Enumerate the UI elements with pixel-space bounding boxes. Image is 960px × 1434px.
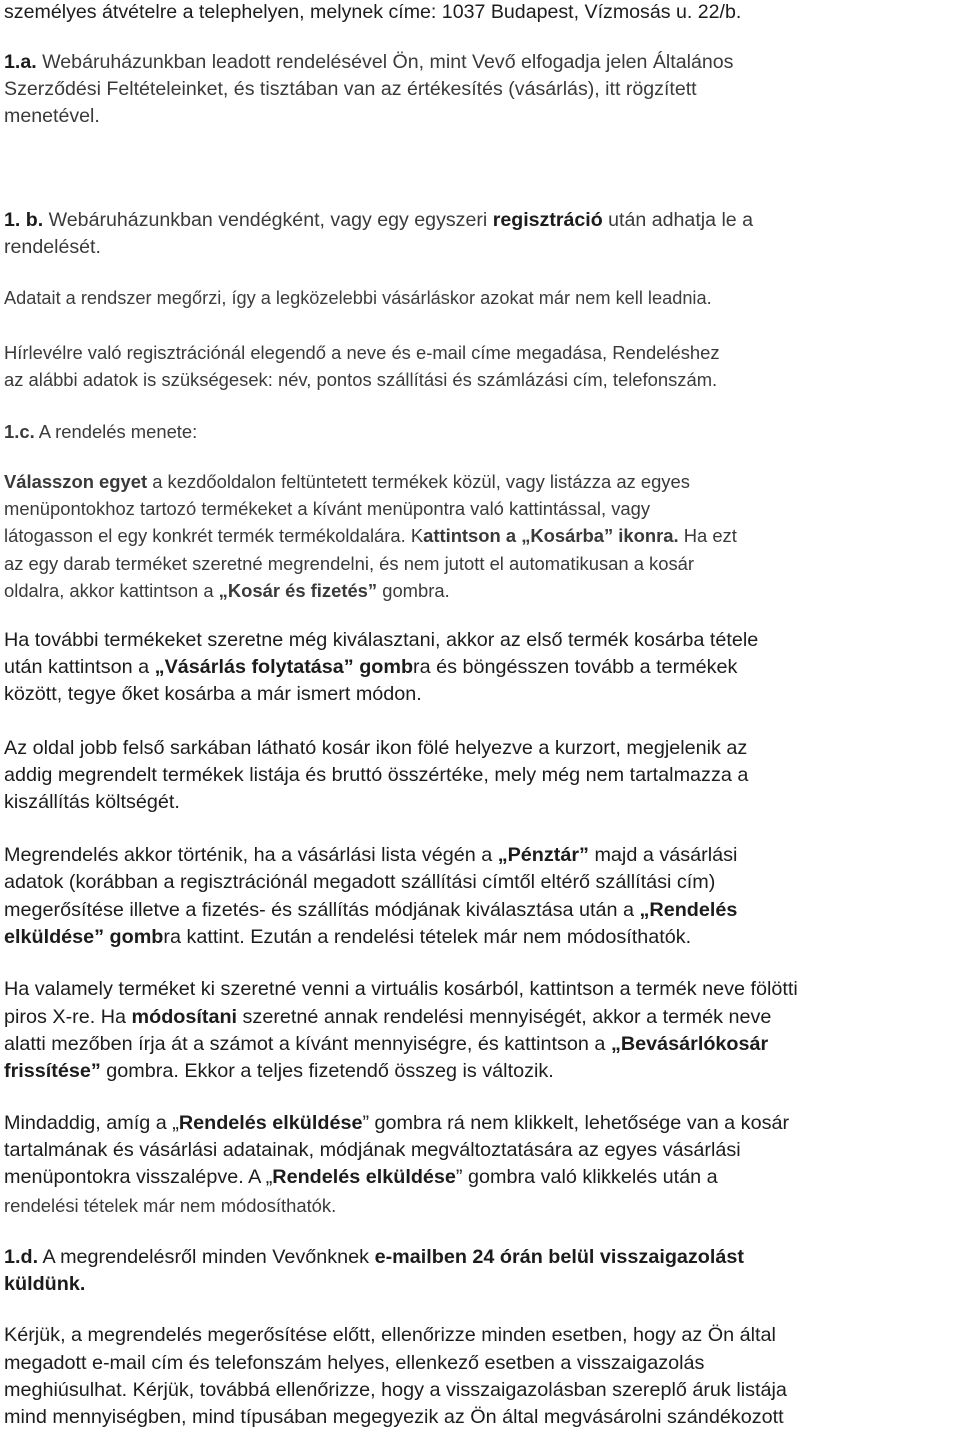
text-line	[4, 654, 737, 681]
bold-span: küldünk.	[4, 1273, 86, 1295]
text-line: mind mennyiségben, mind típusában megegyezik az Ön által megvásárolni szándékozott	[4, 1406, 784, 1428]
bold-span: Rendelés elküldése	[178, 1112, 363, 1134]
text-line: rendelési tételek már nem módosíthatók.	[4, 1195, 337, 1216]
text-line: az egy darab terméket szeretné megrendelni, és nem jutott el automatikusan a kosár	[4, 553, 695, 574]
text-line: Hírlevélre való regisztrációnál elegendő a neve és e-mail címe megadása, Rendeléshez	[4, 342, 720, 363]
text-span: gombra.	[377, 580, 450, 601]
text-span: Webáruházunkban leadott rendelésével Ön, mint Vevő elfogadja jelen Általános	[36, 51, 734, 73]
bold-span: „Pénztár”	[497, 844, 589, 866]
text-line: adatok (korábban a regisztrációnál megadott szállítási címtől eltérő szállítási cím)	[4, 871, 716, 893]
text-span: után adhatja le a	[602, 209, 754, 231]
text-span: Mindaddig, amíg a „	[4, 1112, 179, 1134]
text-line: az alábbi adatok is szükségesek: név, pontos szállítási és számlázási cím, telefonszám.	[4, 369, 718, 390]
text-line: meghiúsulhat. Kérjük, továbbá ellenőrizze, hogy a visszaigazolásban szereplő áruk listája	[4, 1379, 787, 1401]
text-line	[4, 1244, 744, 1271]
text-line: személyes átvételre a telephelyen, melynek címe: 1037 Budapest, Vízmosás u. 22/b.	[4, 1, 742, 23]
text-span: ” gombra való klikkelés után a	[455, 1166, 718, 1188]
text-line: tartalmának és vásárlási adatainak, módjának megváltoztatására az egyes vásárlási	[4, 1139, 741, 1161]
text-span: Megrendelés akkor történik, ha a vásárlási lista végén a	[4, 844, 498, 866]
text-line	[4, 1004, 771, 1031]
text-line: Az oldal jobb felső sarkában látható kosár ikon fölé helyezve a kurzort, megjelenik az	[4, 737, 748, 759]
section-label: 1. b.	[4, 209, 44, 231]
text-span: A megrendelésről minden Vevőnknek	[38, 1246, 375, 1268]
text-line	[4, 1110, 789, 1137]
text-span: megerősítése illetve a fizetés- és szállítás módjának kiválasztása után a	[4, 899, 640, 921]
bold-span: e-mailben 24 órán belül visszaigazolást	[374, 1246, 744, 1268]
section-title: A rendelés menete:	[34, 421, 198, 442]
text-line: Kérjük, a megrendelés megerősítése előtt, ellenőrizze minden esetben, hogy az Ön által	[4, 1324, 776, 1346]
bold-span: „Rendelés	[639, 899, 738, 921]
text-span: alatti mezőben írja át a számot a kívánt mennyiségre, és kattintson a	[4, 1033, 611, 1055]
section-label: 1.d.	[4, 1246, 39, 1268]
text-span: Ha ezt	[678, 525, 737, 546]
text-line	[4, 924, 691, 951]
bold-span: attintson a „Kosárba” ikonra.	[423, 525, 679, 546]
text-line: rendelését.	[4, 236, 101, 258]
text-line	[4, 207, 753, 234]
bold-span: elküldése” gomb	[4, 926, 164, 948]
text-line: addig megrendelt termékek listája és bruttó összértéke, mely még nem tartalmazza a	[4, 764, 749, 786]
bold-span: „Vásárlás folytatása” gomb	[154, 656, 414, 678]
text-line	[4, 842, 737, 869]
text-span: menüpontokra visszalépve. A „	[4, 1166, 273, 1188]
text-line	[4, 468, 690, 495]
text-line: Ha valamely terméket ki szeretné venni a virtuális kosárból, kattintson a termék neve fölötti	[4, 978, 798, 1000]
text-line: megadott e-mail cím és telefonszám helyes, ellenkező esetben a visszaigazolás	[4, 1352, 705, 1374]
text-line	[4, 1271, 85, 1298]
bold-span: frissítése”	[4, 1060, 101, 1082]
text-span: ra és böngésszen tovább a termékek	[413, 656, 738, 678]
text-span: ” gombra rá nem klikkelt, lehetősége van a kosár	[362, 1112, 790, 1134]
text-span: Webáruházunkban vendégként, vagy egy egyszeri	[43, 209, 493, 231]
text-span: piros X-re. Ha	[4, 1006, 132, 1028]
bold-span: regisztráció	[492, 209, 603, 231]
text-span: gombra. Ekkor a teljes fizetendő összeg is változik.	[100, 1060, 554, 1082]
text-span: ra kattint. Ezután a rendelési tételek már nem módosíthatók.	[163, 926, 692, 948]
text-line: között, tegye őket kosárba a már ismert módon.	[4, 683, 422, 705]
text-span: oldalra, akkor kattintson a	[4, 580, 219, 601]
bold-span: „Kosár és fizetés”	[218, 580, 378, 601]
text-span: után kattintson a	[4, 656, 155, 678]
bold-span: Rendelés elküldése	[272, 1166, 456, 1188]
text-line: Adatait a rendszer megőrzi, így a legközelebbi vásárláskor azokat már nem kell leadnia.	[4, 288, 712, 308]
text-line	[4, 418, 197, 445]
text-line: menetével.	[4, 105, 100, 127]
text-line	[4, 1058, 554, 1085]
text-line	[4, 1031, 768, 1058]
text-line	[4, 577, 450, 604]
text-span: majd a vásárlási	[588, 844, 738, 866]
bold-span: „Bevásárlókosár	[610, 1033, 769, 1055]
text-line: Szerződési Feltételeinket, és tisztában van az értékesítés (vásárlás), itt rögzített	[4, 78, 697, 100]
text-span: szeretné annak rendelési mennyiségét, akkor a termék neve	[237, 1006, 772, 1028]
text-line: kiszállítás költségét.	[4, 791, 180, 813]
text-line	[4, 522, 737, 549]
text-span: a kezdőoldalon feltüntetett termékek közül, vagy listázza az egyes	[147, 471, 690, 492]
bold-span: módosítani	[131, 1006, 238, 1028]
text-span: látogasson el egy konkrét termék termékoldalára. K	[4, 525, 424, 546]
text-line	[4, 1164, 718, 1191]
text-line: Ha további termékeket szeretne még kiválasztani, akkor az első termék kosárba tétele	[4, 629, 759, 651]
text-line: menüpontokhoz tartozó termékeket a kívánt menüpontra való kattintással, vagy	[4, 498, 651, 519]
bold-span: Válasszon egyet	[4, 471, 148, 492]
section-label: 1.c.	[4, 421, 35, 442]
text-line	[4, 49, 733, 76]
text-line	[4, 897, 737, 924]
section-label: 1.a.	[4, 51, 37, 73]
